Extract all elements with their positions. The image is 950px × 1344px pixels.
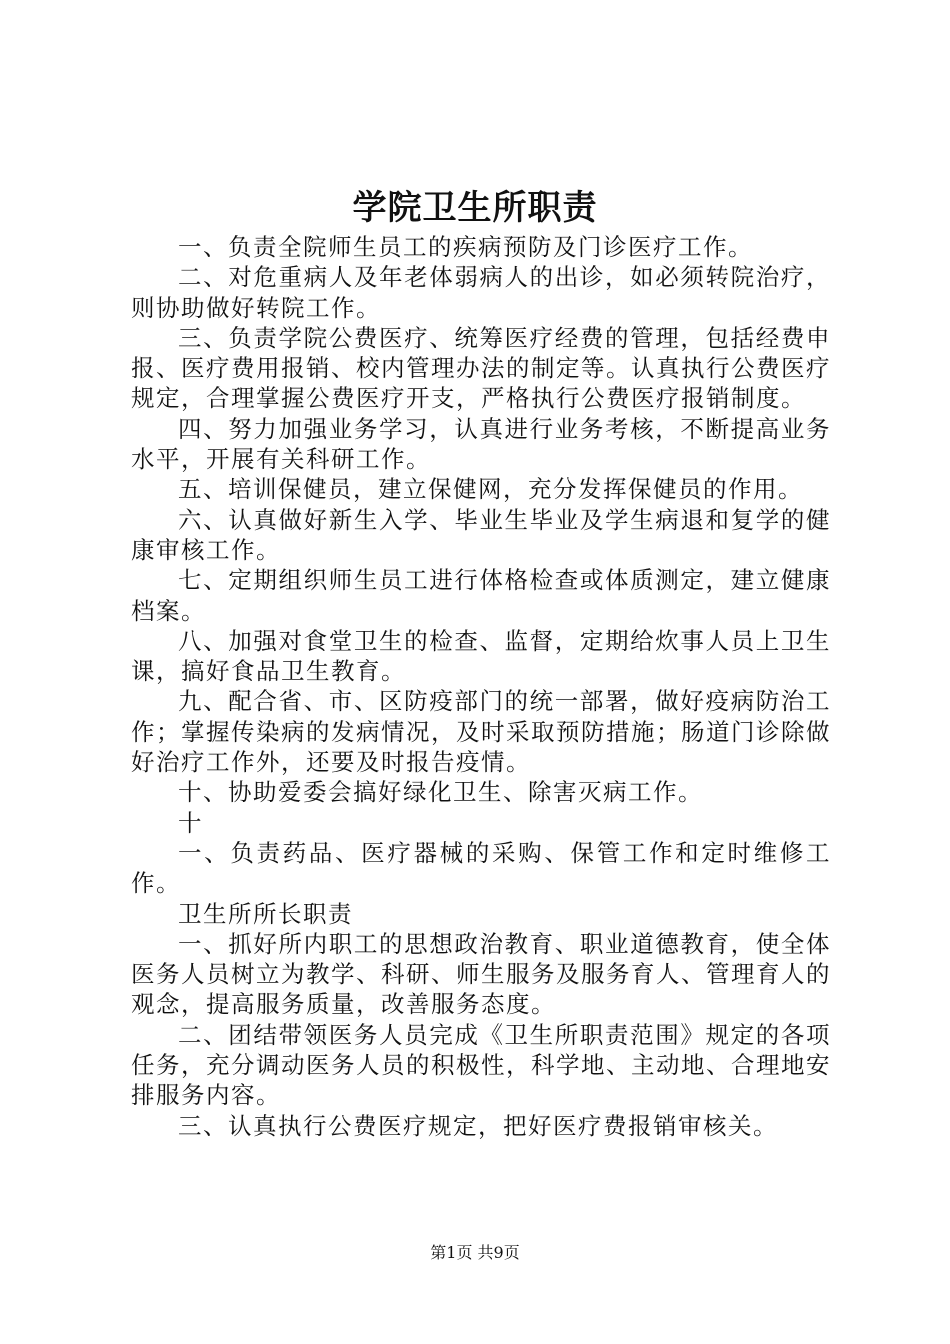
paragraph: 一、负责药品、医疗器械的采购、保管工作和定时维修工作。 — [131, 838, 831, 898]
section-heading: 卫生所所长职责 — [178, 899, 353, 928]
paragraph: 五、培训保健员，建立保健网，充分发挥保健员的作用。 — [178, 475, 803, 504]
paragraph: 三、认真执行公费医疗规定，把好医疗费报销审核关。 — [178, 1111, 778, 1140]
paragraph: 四、努力加强业务学习，认真进行业务考核，不断提高业务水平，开展有关科研工作。 — [131, 414, 831, 474]
paragraph: 十、协助爱委会搞好绿化卫生、除害灭病工作。 — [178, 778, 703, 807]
document-body — [131, 232, 831, 1141]
paragraph: 十 — [178, 808, 203, 837]
paragraph: 二、对危重病人及年老体弱病人的出诊，如必须转院治疗，则协助做好转院工作。 — [131, 263, 831, 322]
paragraph: 一、抓好所内职工的思想政治教育、职业道德教育，使全体医务人员树立为教学、科研、师生服务及服务育人、管理育人的观念，提高服务质量，改善服务态度。 — [131, 929, 831, 1019]
paragraph: 三、负责学院公费医疗、统筹医疗经费的管理，包括经费申报、医疗费用报销、校内管理办法的制定等。认真执行公费医疗规定，合理掌握公费医疗开支，严格执行公费医疗报销制度。 — [131, 323, 831, 413]
paragraph: 六、认真做好新生入学、毕业生毕业及学生病退和复学的健康审核工作。 — [131, 505, 831, 564]
paragraph: 一、负责全院师生员工的疾病预防及门诊医疗工作。 — [178, 233, 753, 261]
page-footer: 第1页 共9页 — [430, 1243, 520, 1262]
paragraph: 九、配合省、市、区防疫部门的统一部署，做好疫病防治工作；掌握传染病的发病情况，及时采取预防措施；肠道门诊除做好治疗工作外，还要及时报告疫情。 — [131, 687, 831, 777]
paragraph: 七、定期组织师生员工进行体格检查或体质测定，建立健康档案。 — [131, 566, 831, 625]
paragraph: 八、加强对食堂卫生的检查、监督，定期给炊事人员上卫生课，搞好食品卫生教育。 — [131, 626, 831, 686]
paragraph: 二、团结带领医务人员完成《卫生所职责范围》规定的各项任务，充分调动医务人员的积极性，科学地、主动地、合理地安排服务内容。 — [131, 1020, 831, 1110]
document-title: 学院卫生所职责 — [352, 188, 598, 228]
